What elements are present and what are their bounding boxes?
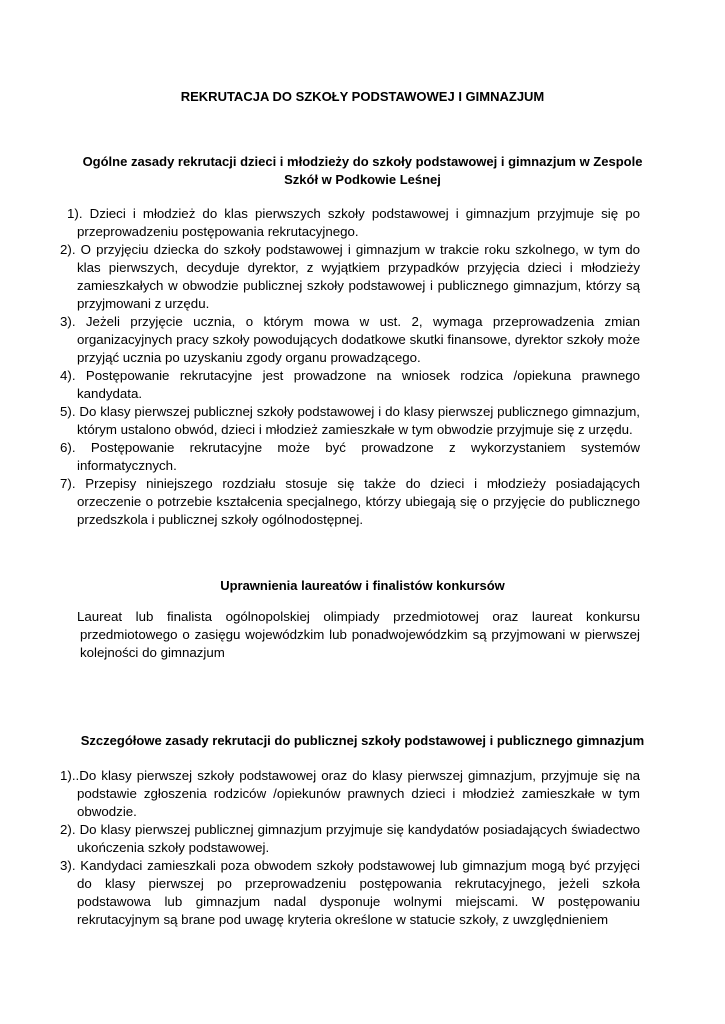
section2-heading: Uprawnienia laureatów i finalistów konkursów [220, 578, 505, 593]
section2-paragraph: Laureat lub finalista ogólnopolskiej olimpiady przedmiotowej oraz laureat konkursu przedmiotowego o zasięgu wojewódzkim lub ponadwojewódzkim są przyjmowani w pierwszej kolejności do gimnazjum [77, 609, 640, 660]
list-item: 2). O przyjęciu dziecka do szkoły podstawowej i gimnazjum w trakcie roku szkolnego, w tym do klas pierwszych, decyduje dyrektor, z wyjątkiem przypadków przyjęcia dzieci i młodzieży zamieszkałych w obwodzie publicznej szkoły podstawowej i publicznego gimnazjum, którzy są przyjmowani z urzędu. [60, 242, 640, 311]
list-item: 1). Dzieci i młodzież do klas pierwszych szkoły podstawowej i gimnazjum przyjmuje się po przeprowadzeniu postępowania rekrutacyjnego. [67, 206, 640, 239]
list-item: 6). Postępowanie rekrutacyjne może być prowadzone z wykorzystaniem systemów informatycznych. [60, 440, 640, 473]
section1-heading [60, 153, 665, 189]
list-item: 5). Do klasy pierwszej publicznej szkoły podstawowej i do klasy pierwszej publicznego gimnazjum, którym ustalono obwód, dzieci i młodzież zamieszkałe w tym obwodzie przyjmuje się z urzędu. [60, 404, 640, 437]
section1-list [60, 205, 640, 529]
list-item: 4). Postępowanie rekrutacyjne jest prowadzone na wniosek rodzica /opiekuna prawnego kandydata. [60, 368, 640, 401]
list-item: 2). Do klasy pierwszej publicznej gimnazjum przyjmuje się kandydatów posiadających świadectwo ukończenia szkoły podstawowej. [60, 822, 640, 855]
document-title: REKRUTACJA DO SZKOŁY PODSTAWOWEJ I GIMNAZJUM [180, 89, 545, 104]
list-item: 3). Kandydaci zamieszkali poza obwodem szkoły podstawowej lub gimnazjum mogą być przyjęci do klasy pierwszej po przeprowadzeniu postępowania rekrutacyjnego, jeżeli szkoła podstawowa lub gimnazjum nadal dysponuje wolnymi miejscami. W postępowaniu rekrutacyjnym są brane pod uwagę kryteria określone w statucie szkoły, z uwzględnieniem [60, 858, 640, 927]
section3-heading: Szczegółowe zasady rekrutacji do publicznej szkoły podstawowej i publicznego gimnazjum [80, 733, 645, 748]
list-item: 3). Jeżeli przyjęcie ucznia, o którym mowa w ust. 2, wymaga przeprowadzenia zmian organizacyjnych pracy szkoły powodujących dodatkowe skutki finansowe, dyrektor szkoły może przyjąć ucznia po uzyskaniu zgody organu prowadzącego. [60, 314, 640, 365]
section1-heading-line1: Ogólne zasady rekrutacji dzieci i młodzieży do szkoły podstawowej i gimnazjum w Zespole [82, 154, 643, 169]
list-item: 7). Przepisy niniejszego rozdziału stosuje się także do dzieci i młodzieży posiadających orzeczenie o potrzebie kształcenia specjalnego, którzy ubiegają się o przyjęcie do publicznego przedszkola i publicznej szkoły ogólnodostępnej. [60, 476, 640, 527]
list-item: 1)..Do klasy pierwszej szkoły podstawowej oraz do klasy pierwszej gimnazjum, przyjmuje się na podstawie zgłoszenia rodziców /opiekunów prawnych dzieci i młodzież zamieszkałe w tym obwodzie. [60, 768, 640, 819]
section3-list [60, 767, 640, 929]
section1-heading-line2: Szkół w Podkowie Leśnej [284, 172, 441, 187]
